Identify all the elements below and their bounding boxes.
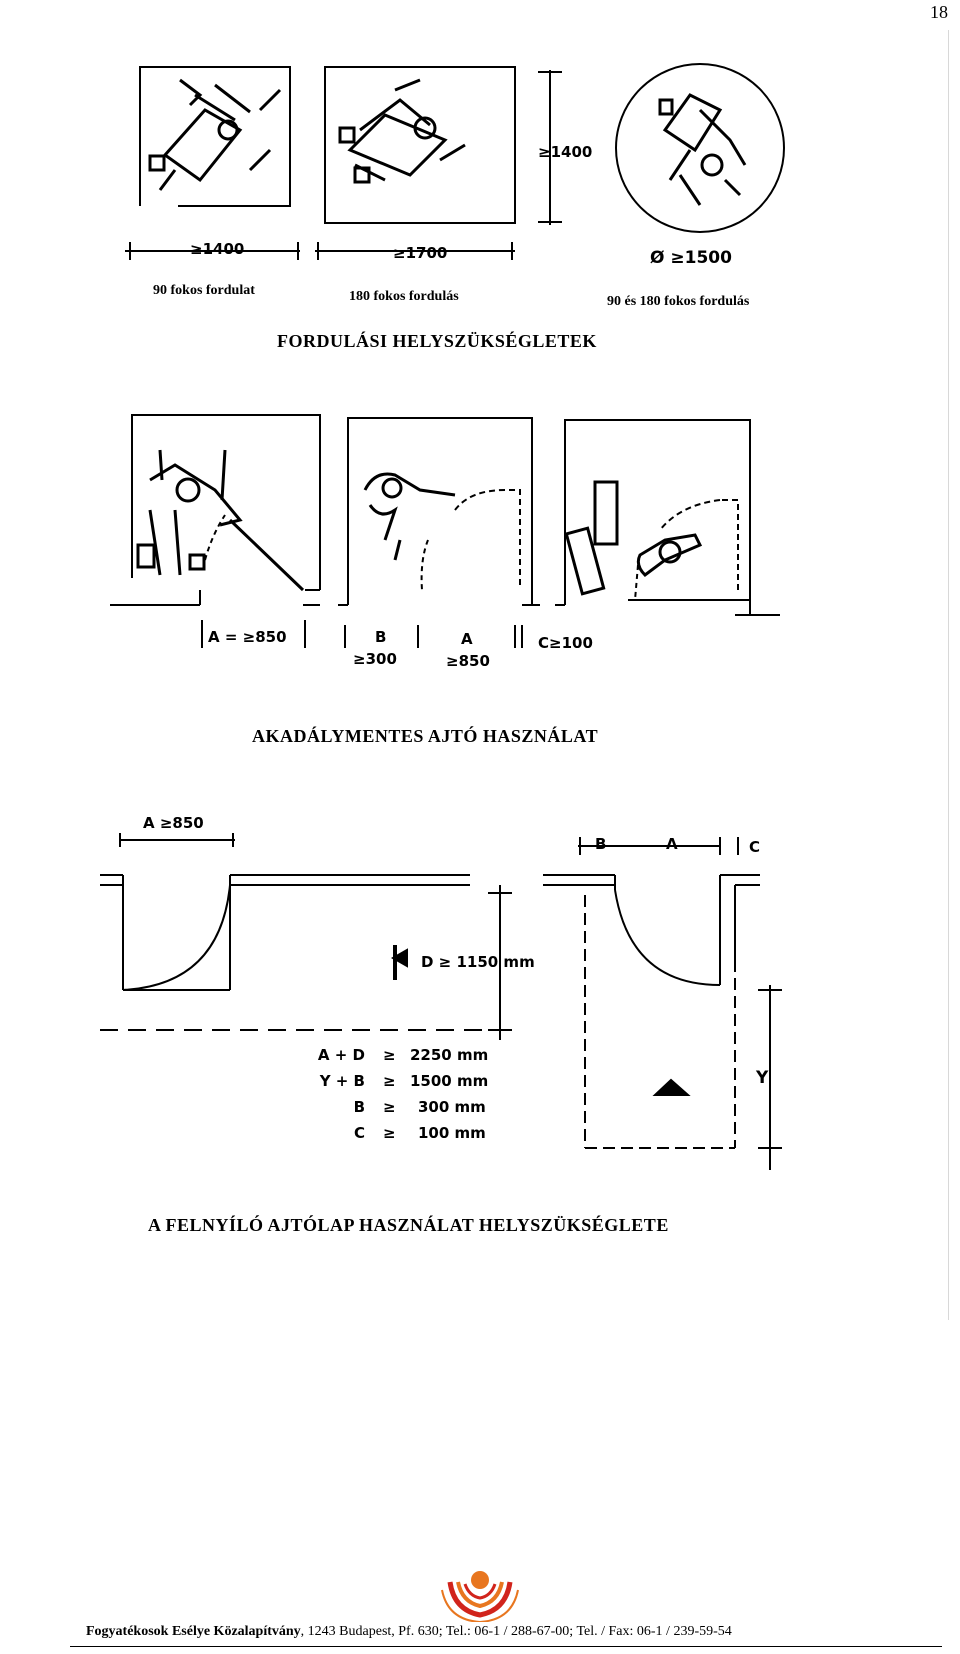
footer-address: , 1243 Budapest, Pf. 630; Tel.: 06-1 / 288-67-00; Tel. / Fax: 06-1 / 239-59-54 [300,1624,732,1639]
sun-logo-icon [440,1560,520,1622]
dim-turn90: ≥1400 [190,240,245,258]
dim-d: D ≥ 1150 mm [421,953,535,971]
turn-180-diagram [325,67,515,223]
page-number: 18 [930,2,948,22]
dim-turn180: ≥1700 [393,244,448,262]
formula-row [315,1124,515,1150]
formula-lhs: Y + B [319,1072,365,1090]
dim-height: ≥1400 [538,143,593,161]
door-plan-left [100,833,512,1040]
formula-op: ≥ [383,1098,396,1116]
door-diagram-2 [338,418,540,605]
door-diagram-3 [555,420,780,615]
caption-turn90: 90 fokos fordulat [153,283,255,298]
formula-rhs: 100 mm [418,1124,486,1142]
dim-a: A ≥850 [143,814,204,832]
caption-turn90-180: 90 és 180 fokos fordulás [607,294,750,309]
dim-b-value: ≥300 [353,650,397,668]
footer-org: Fogyatékosok Esélye Közalapítvány [86,1624,301,1639]
dim-diameter: Ø ≥1500 [650,248,732,268]
formula-op: ≥ [383,1046,396,1064]
dim-c-right: C [749,838,761,856]
heading-outward-door: A FELNYÍLÓ AJTÓLAP HASZNÁLAT HELYSZÜKSÉGLETE [148,1215,669,1235]
formula-lhs: C [353,1124,365,1142]
formula-lhs: A + D [317,1046,365,1064]
formula-op: ≥ [383,1124,396,1142]
formula-lhs: B [353,1098,365,1116]
dim-b-label: B [375,628,387,646]
caption-turn180: 180 fokos fordulás [349,289,459,304]
turn-90-diagram [140,67,290,206]
dim-c: C≥100 [538,634,593,652]
formula-op: ≥ [383,1072,396,1090]
heading-turning: FORDULÁSI HELYSZÜKSÉGLETEK [277,331,597,351]
formula-rhs: 1500 mm [410,1072,489,1090]
dimension-lines-row1 [125,242,515,260]
dim-b: B [595,835,607,853]
footer-rule [70,1646,942,1647]
door-diagram-1 [110,415,320,605]
formula-row [315,1072,515,1098]
dim-a-right: A [666,835,678,853]
dim-a2-label: A [461,630,473,648]
turn-circle-diagram [616,64,784,232]
dim-a2-value: ≥850 [446,652,490,670]
formula-rhs: 300 mm [418,1098,486,1116]
door-plan-right [543,837,782,1170]
heading-door: AKADÁLYMENTES AJTÓ HASZNÁLAT [252,726,599,746]
dim-y: Y [756,1068,769,1088]
formula-rhs: 2250 mm [410,1046,489,1064]
formula-row [315,1046,515,1072]
formula-row [315,1098,515,1124]
dim-a1: A = ≥850 [208,628,287,646]
footer [86,1624,732,1640]
formula-list [315,1046,515,1150]
